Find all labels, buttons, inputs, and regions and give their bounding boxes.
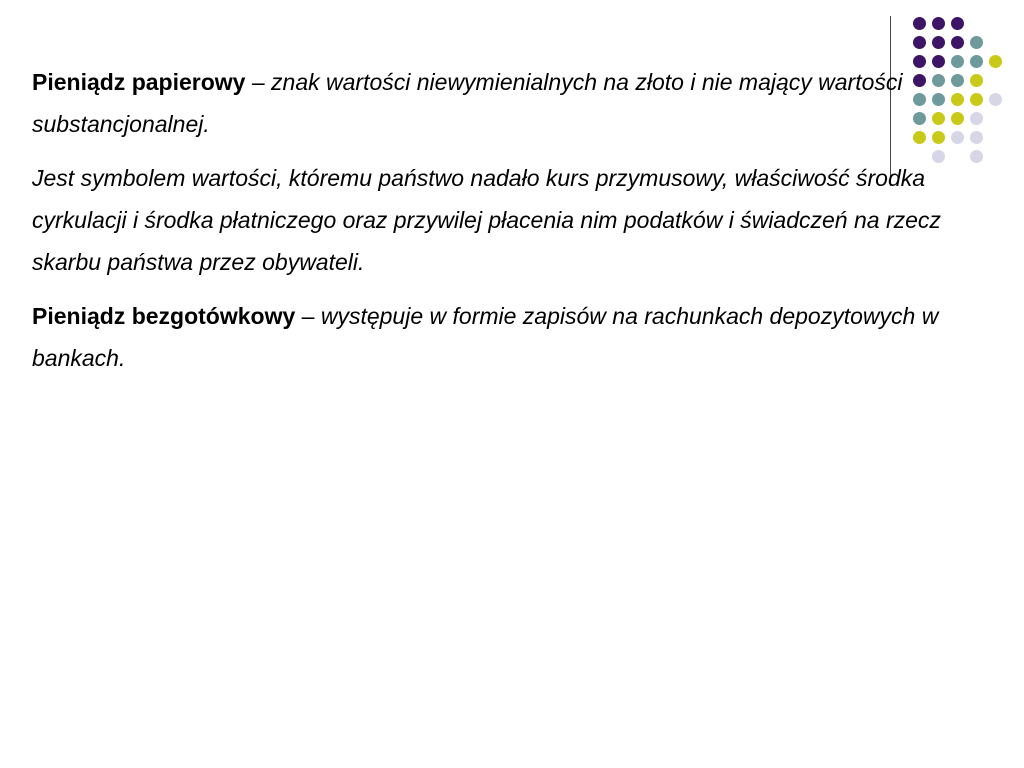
definition-paper-money: znak wartości niewymienialnych na złoto i nie mający wartości substancjonalnej. bbox=[32, 69, 903, 137]
decorative-dot bbox=[970, 36, 983, 49]
decorative-dot bbox=[951, 36, 964, 49]
dash-separator: – bbox=[245, 69, 272, 95]
decorative-dot bbox=[913, 17, 926, 30]
definition-cashless-money: występuje w formie zapisów na rachunkach depozytowych w bankach. bbox=[32, 303, 939, 371]
decorative-dot bbox=[932, 36, 945, 49]
paragraph-symbol-of-value bbox=[32, 157, 1002, 283]
paragraph-paper-money bbox=[32, 61, 1002, 145]
term-cashless-money: Pieniądz bezgotówkowy bbox=[32, 303, 296, 329]
slide-content bbox=[32, 61, 1002, 391]
decorative-dot bbox=[951, 17, 964, 30]
paragraph-cashless-money bbox=[32, 295, 1002, 379]
term-paper-money: Pieniądz papierowy bbox=[32, 69, 246, 95]
decorative-dot bbox=[932, 17, 945, 30]
dash-separator: – bbox=[295, 303, 321, 329]
definition-symbol-of-value: Jest symbolem wartości, któremu państwo nadało kurs przymusowy, właściwość środka cyrkulacji i środka płatniczego oraz przywilej płacenia nim podatków i świadczeń na rzecz skarbu państwa przez obywateli. bbox=[32, 165, 941, 275]
decorative-dot bbox=[913, 36, 926, 49]
